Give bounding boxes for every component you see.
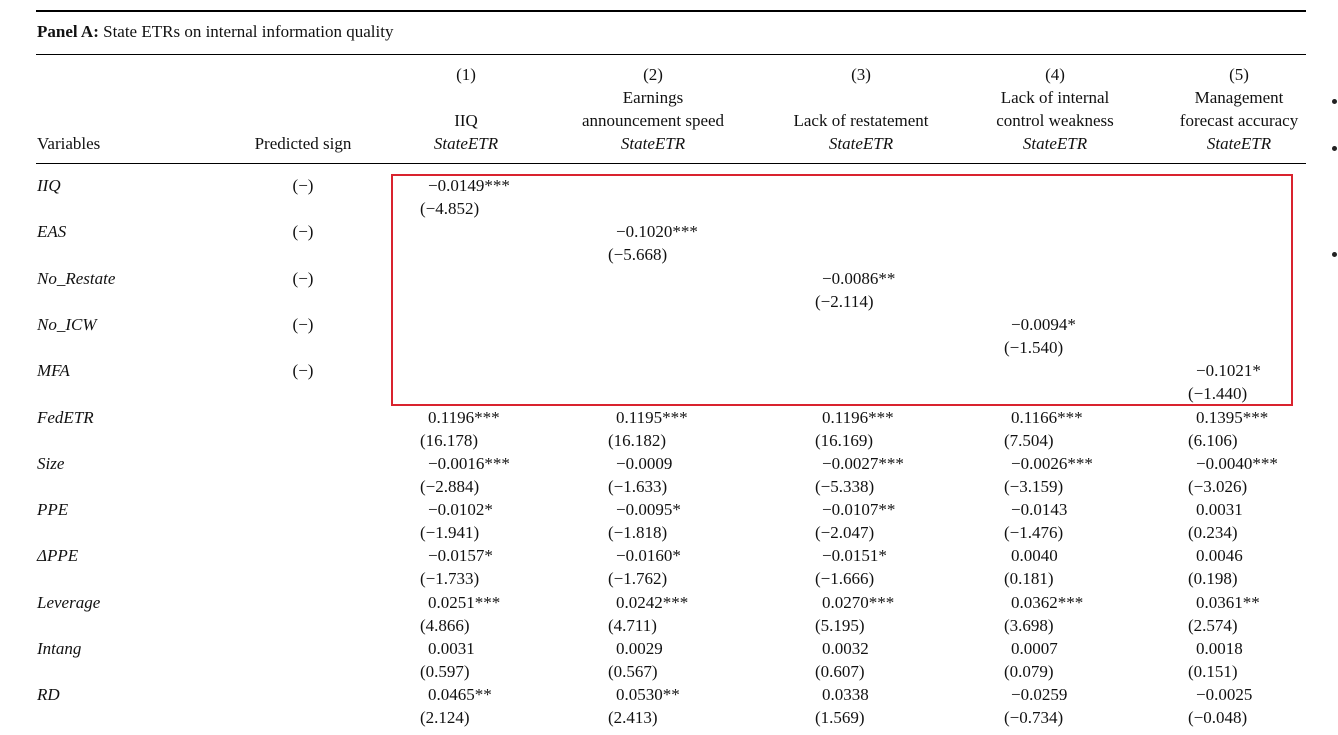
coefficient: −0.0157* xyxy=(428,546,493,566)
coefficient: −0.1020*** xyxy=(616,222,698,242)
coefficient: 0.0361** xyxy=(1196,592,1260,612)
coefficient: 0.0007 xyxy=(1011,639,1058,658)
t-statistic: (4.866) xyxy=(420,615,470,635)
t-statistic: (−1.476) xyxy=(1004,523,1064,543)
coefficient: 0.1395*** xyxy=(1196,407,1269,427)
variable-name: MFA xyxy=(37,361,70,381)
column-header-number: (4) xyxy=(1045,65,1065,84)
predicted-sign: (−) xyxy=(292,314,314,334)
t-statistic: (−1.666) xyxy=(815,569,875,589)
t-statistic: (0.607) xyxy=(815,662,865,681)
variable-name: Size xyxy=(37,453,65,473)
coefficient: 0.0031 xyxy=(1196,500,1243,520)
predicted-sign: (−) xyxy=(292,176,314,195)
coefficient: 0.0046 xyxy=(1196,546,1243,566)
column-header-dep: StateETR xyxy=(828,134,894,153)
coefficient: 0.1196*** xyxy=(822,407,894,427)
t-statistic: (0.234) xyxy=(1188,523,1238,543)
column-header-number: (2) xyxy=(643,65,663,84)
coefficient: −0.0107** xyxy=(822,500,896,520)
t-statistic: (2.413) xyxy=(608,708,658,728)
t-statistic: (6.106) xyxy=(1188,430,1238,450)
coefficient: −0.1021* xyxy=(1196,361,1261,381)
coefficient: −0.0009 xyxy=(616,453,673,473)
t-statistic: (16.169) xyxy=(815,430,874,450)
coefficient: −0.0094* xyxy=(1011,314,1076,334)
coefficient: −0.0086** xyxy=(822,268,896,288)
coefficient: −0.0016*** xyxy=(428,453,510,473)
variable-name: No_ICW xyxy=(37,314,97,334)
coefficient: 0.0242*** xyxy=(616,592,689,612)
t-statistic: (−1.941) xyxy=(420,523,480,543)
coefficient: 0.1196*** xyxy=(428,407,500,427)
margin-bullet xyxy=(1332,146,1337,151)
t-statistic: (0.567) xyxy=(608,662,658,681)
coefficient: 0.0029 xyxy=(616,639,663,658)
t-statistic: (0.079) xyxy=(1004,662,1054,681)
predicted-sign: (−) xyxy=(292,222,314,242)
variable-name: No_Restate xyxy=(37,268,116,288)
t-statistic: (−1.540) xyxy=(1004,337,1064,357)
panel-label: Panel A: xyxy=(37,22,99,41)
t-statistic: (−1.762) xyxy=(608,569,668,589)
column-header-line2: announcement speed xyxy=(581,111,725,130)
predicted-sign: (−) xyxy=(292,268,314,288)
coefficient: 0.0362*** xyxy=(1011,592,1084,612)
t-statistic: (2.124) xyxy=(420,708,470,728)
header-bottom-rule xyxy=(36,163,1306,164)
coefficient: 0.0031 xyxy=(428,639,475,658)
t-statistic: (−0.048) xyxy=(1188,708,1248,728)
column-header-dep: StateETR xyxy=(433,134,499,153)
coefficient: 0.0530** xyxy=(616,685,680,705)
coefficient: 0.1166*** xyxy=(1011,407,1083,427)
coefficient: 0.0465** xyxy=(428,685,492,705)
column-header-line2: control weakness xyxy=(996,111,1114,130)
column-header-number: (3) xyxy=(851,65,871,84)
predicted-sign: (−) xyxy=(292,361,314,381)
t-statistic: (−1.440) xyxy=(1188,384,1248,404)
highlight-box xyxy=(391,174,1293,406)
table-top-rule xyxy=(36,10,1306,12)
variable-name: PPE xyxy=(37,500,69,520)
variable-name: EAS xyxy=(37,222,67,242)
column-header-line1: Management xyxy=(1194,88,1284,107)
coefficient: −0.0149*** xyxy=(428,176,510,195)
coefficient: −0.0027*** xyxy=(822,453,904,473)
variables-header: Variables xyxy=(37,134,101,153)
t-statistic: (−2.047) xyxy=(815,523,875,543)
variable-name: FedETR xyxy=(37,407,94,427)
t-statistic: (7.504) xyxy=(1004,430,1054,450)
t-statistic: (−1.633) xyxy=(608,476,668,496)
t-statistic: (0.198) xyxy=(1188,569,1238,589)
coefficient: −0.0102* xyxy=(428,500,493,520)
column-header-number: (1) xyxy=(456,65,476,84)
coefficient: 0.1195*** xyxy=(616,407,688,427)
t-statistic: (4.711) xyxy=(608,615,657,635)
coefficient: −0.0095* xyxy=(616,500,681,520)
t-statistic: (16.182) xyxy=(608,430,667,450)
column-header-line2: forecast accuracy xyxy=(1179,111,1299,130)
coefficient: −0.0025 xyxy=(1196,685,1253,705)
t-statistic: (−4.852) xyxy=(420,199,480,218)
column-header-dep: StateETR xyxy=(1206,134,1272,153)
column-header-number: (5) xyxy=(1229,65,1249,84)
t-statistic: (−0.734) xyxy=(1004,708,1064,728)
coefficient: 0.0338 xyxy=(822,685,869,705)
t-statistic: (−2.884) xyxy=(420,476,480,496)
coefficient: −0.0160* xyxy=(616,546,681,566)
header-top-rule xyxy=(36,54,1306,55)
coefficient: −0.0026*** xyxy=(1011,453,1093,473)
t-statistic: (0.597) xyxy=(420,662,470,681)
t-statistic: (−5.668) xyxy=(608,245,668,265)
column-header-line1: Lack of internal xyxy=(1000,88,1110,107)
t-statistic: (−5.338) xyxy=(815,476,875,496)
column-header-dep: StateETR xyxy=(620,134,686,153)
column-header-line2: IIQ xyxy=(454,111,478,130)
t-statistic: (−1.818) xyxy=(608,523,668,543)
t-statistic: (−3.026) xyxy=(1188,476,1248,496)
coefficient: 0.0018 xyxy=(1196,639,1243,658)
coefficient: 0.0270*** xyxy=(822,592,895,612)
variable-name: RD xyxy=(37,685,60,705)
coefficient: −0.0151* xyxy=(822,546,887,566)
column-header-dep: StateETR xyxy=(1022,134,1088,153)
t-statistic: (5.195) xyxy=(815,615,865,635)
variable-name: ΔPPE xyxy=(37,546,79,566)
coefficient: 0.0040 xyxy=(1011,546,1058,566)
column-header-line1: Earnings xyxy=(622,88,684,107)
t-statistic: (0.151) xyxy=(1188,662,1238,681)
t-statistic: (1.569) xyxy=(815,708,865,728)
margin-bullet xyxy=(1332,99,1337,104)
variable-name: IIQ xyxy=(37,176,61,195)
coefficient: −0.0143 xyxy=(1011,500,1068,520)
t-statistic: (−2.114) xyxy=(815,291,874,311)
panel-title-text: State ETRs on internal information quality xyxy=(103,22,394,41)
coefficient: 0.0251*** xyxy=(428,592,501,612)
variable-name: Leverage xyxy=(37,592,101,612)
margin-bullet xyxy=(1332,252,1337,257)
t-statistic: (16.178) xyxy=(420,430,479,450)
t-statistic: (−3.159) xyxy=(1004,476,1064,496)
column-header-line2: Lack of restatement xyxy=(793,111,929,130)
predicted-sign-header: Predicted sign xyxy=(254,134,352,153)
t-statistic: (0.181) xyxy=(1004,569,1054,589)
coefficient: 0.0032 xyxy=(822,639,869,658)
coefficient: −0.0259 xyxy=(1011,685,1068,705)
t-statistic: (3.698) xyxy=(1004,615,1054,635)
t-statistic: (−1.733) xyxy=(420,569,480,589)
variable-name: Intang xyxy=(37,639,82,658)
t-statistic: (2.574) xyxy=(1188,615,1238,635)
coefficient: −0.0040*** xyxy=(1196,453,1278,473)
panel-title xyxy=(37,22,393,42)
